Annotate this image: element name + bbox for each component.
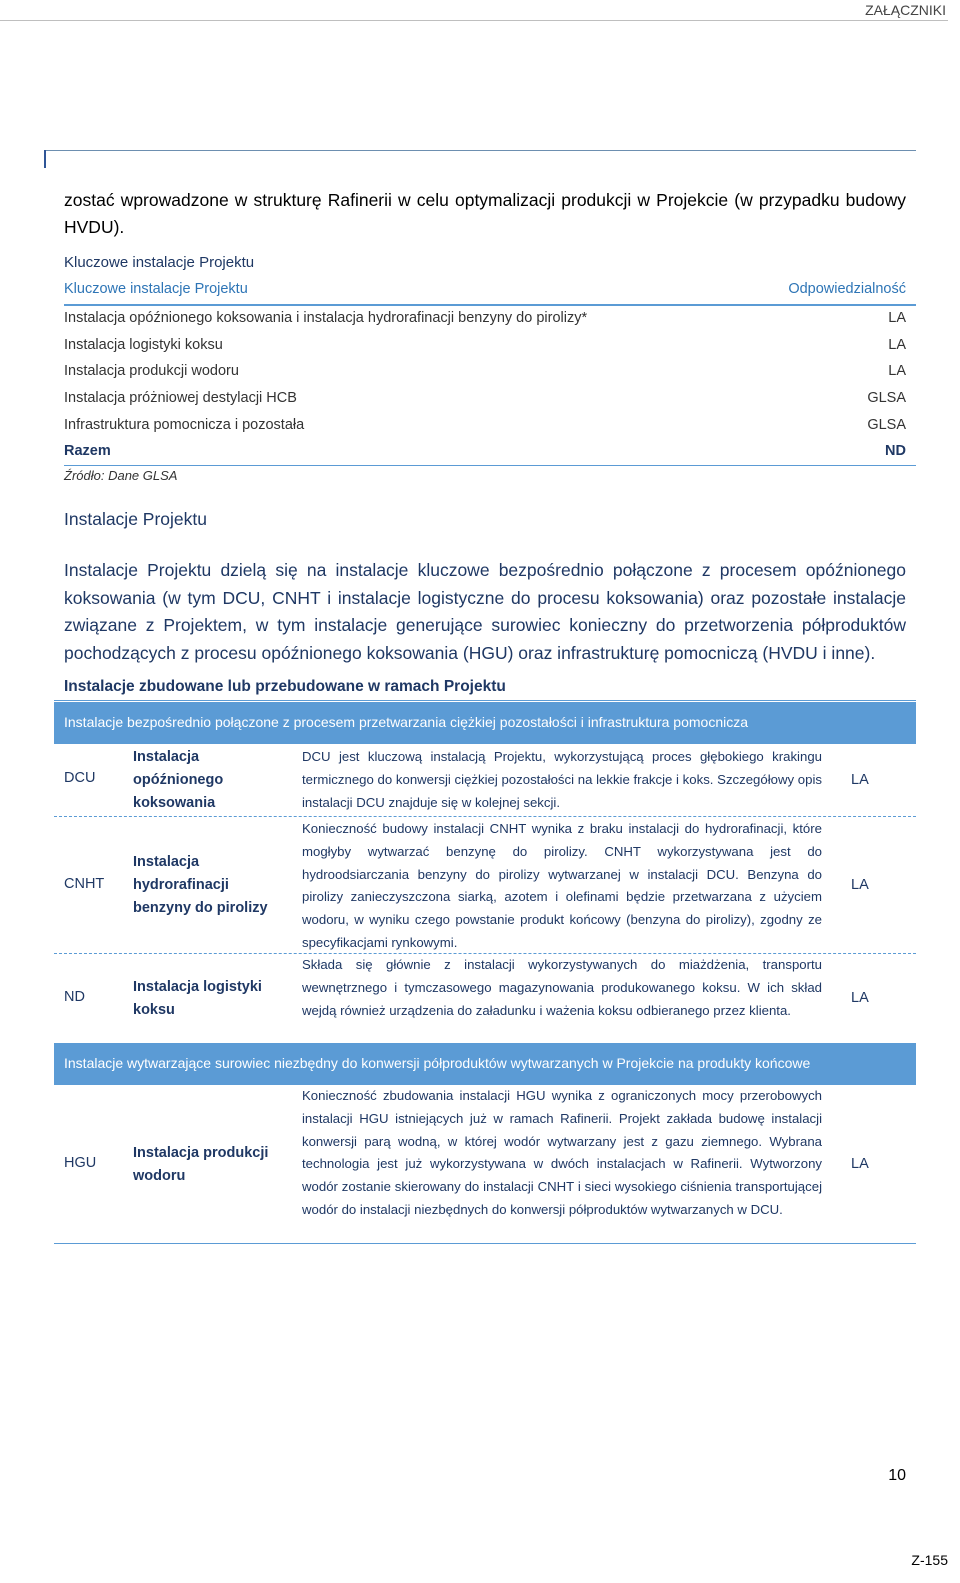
table1-row (64, 337, 906, 364)
content-frame-left (44, 150, 46, 168)
z-page-number: Z-155 (911, 1552, 948, 1568)
header-divider (0, 20, 948, 21)
table1-row-resp: LA (888, 363, 906, 379)
table2-row-resp: LA (851, 1156, 869, 1172)
table1-row-name: Instalacja produkcji wodoru (64, 363, 239, 379)
table2-row-resp: LA (851, 990, 869, 1006)
table1-row-resp: GLSA (867, 417, 906, 433)
table1-total-label: Razem (64, 443, 111, 459)
table1-header-responsibility: Odpowiedzialność (788, 281, 906, 297)
table1-row (64, 417, 906, 444)
table1-header-rule (64, 304, 916, 306)
table1-row-resp: LA (888, 310, 906, 326)
table2-title-rule (54, 700, 916, 701)
body-paragraph: Instalacje Projektu dzielą się na instalacje kluczowe bezpośrednio połączone z procesem opóźnionego koksowania (w tym DCU, CNHT i instalacje logistyczne do procesu koksowania) oraz pozostałe instalacje związane z Projektem, w tym instalacje generujące surowiec konieczny do przetworzenia półproduktów pochodzących z procesu opóźnionego koksowania (HGU) oraz infrastrukturę pomocniczą (HVDU i inne). (64, 560, 906, 663)
table2-row-code: CNHT (64, 876, 105, 892)
table1-row-name: Instalacja logistyki koksu (64, 337, 223, 353)
table2-group-band: Instalacje bezpośrednio połączone z procesem przetwarzania ciężkiej pozostałości i infrastruktura pomocnicza (54, 702, 916, 744)
table1-source: Źródło: Dane GLSA (64, 468, 178, 483)
table2-row-name: Instalacja produkcji wodoru (133, 1145, 269, 1184)
table1-header-installations: Kluczowe instalacje Projektu (64, 281, 248, 297)
table1-row-resp: LA (888, 337, 906, 353)
table2-row-name: Instalacja logistyki koksu (133, 979, 262, 1018)
table1-row-resp: GLSA (867, 390, 906, 406)
table2-bottom-rule (54, 1243, 916, 1244)
intro-paragraph: zostać wprowadzone w strukturę Rafinerii w celu optymalizacji produkcji w Projekcie (w przypadku budowy HVDU). (64, 190, 906, 237)
table2-row-desc: Konieczność budowy instalacji CNHT wynika z braku instalacji do hydrorafinacji, które mogłyby wytwarzać benzynę do pirolizy. CNHT wykorzystywana jest do hydroodsiarczania benzyny do pirolizy wytwarzanej w instalacji DCU. Benzyna do pirolizy zanieczyszczona siarką, azotem i olefinami będzie przetwarzana z użyciem wodoru, w wyniku czego powstanie produkt końcowy (benzyna do pirolizy), zgodny ze specyfikacjami rynkowymi. (302, 821, 822, 950)
page-number: 10 (888, 1467, 906, 1484)
table2-row-desc: Konieczność zbudowania instalacji HGU wynika z ograniczonych mocy przerobowych instalacji HGU istniejących już w ramach Rafinerii. Projekt zakłada budowę instalacji konwersji parą wodną, w której wodór wytwarzany jest z gazu ziemnego. Wybrana technologia jest już wykorzystywana w dwóch instalacjach w Rafinerii. Wytworzony wodór zostanie skierowany do instalacji CNHT i sieci wysokiego ciśnienia transportującej wodór do instalacji niezbędnych do konwersji półproduktów wytwarzanych w DCU. (302, 1088, 822, 1217)
table2-row-desc: Składa się głównie z instalacji wykorzystywanych do miażdżenia, transportu wewnętrznego i tymczasowego magazynowania produkowanego koksu. W ich skład wejdą również urządzenia do załadunku i ważenia koksu odbieranego przez klienta. (302, 957, 822, 1018)
table2-row-code: ND (64, 989, 85, 1005)
table1-row-name: Infrastruktura pomocnicza i pozostała (64, 417, 305, 433)
header-section-title: ZAŁĄCZNIKI (865, 2, 946, 18)
table2-row-desc: DCU jest kluczową instalacją Projektu, wykorzystującą proces głębokiego krakingu termicznego do konwersji ciężkiej pozostałości na lekkie frakcje i koks. Szczegółowy opis instalacji DCU znajduje się w kolejnej sekcji. (302, 749, 822, 810)
table2-row-name: Instalacja hydrorafinacji benzyny do pirolizy (133, 854, 268, 916)
table1-row-name: Instalacja opóźnionego koksowania i instalacja hydrorafinacji benzyny do pirolizy* (64, 310, 588, 326)
table2-group-band: Instalacje wytwarzające surowiec niezbędny do konwersji półproduktów wytwarzanych w Projekcie na produkty końcowe (54, 1043, 916, 1085)
table1-row (64, 310, 906, 337)
table2-row-divider (54, 816, 916, 817)
content-frame-top (44, 150, 916, 151)
section-heading: Instalacje Projektu (64, 509, 207, 529)
table2-title: Instalacje zbudowane lub przebudowane w ramach Projektu (64, 678, 506, 695)
table1-row-name: Instalacja próżniowej destylacji HCB (64, 390, 297, 406)
table2-row-resp: LA (851, 877, 869, 893)
table1-row (64, 363, 906, 390)
table2-row-code: DCU (64, 770, 96, 786)
table1-row (64, 390, 906, 417)
table1-caption: Kluczowe instalacje Projektu (64, 254, 255, 271)
table2-row-name: Instalacja opóźnionego koksowania (133, 749, 224, 811)
table1-bottom-rule (64, 465, 916, 466)
table2-row-resp: LA (851, 772, 869, 788)
table1-total-row (64, 443, 906, 459)
table1-total-value: ND (885, 443, 906, 459)
table2-row-code: HGU (64, 1155, 97, 1171)
